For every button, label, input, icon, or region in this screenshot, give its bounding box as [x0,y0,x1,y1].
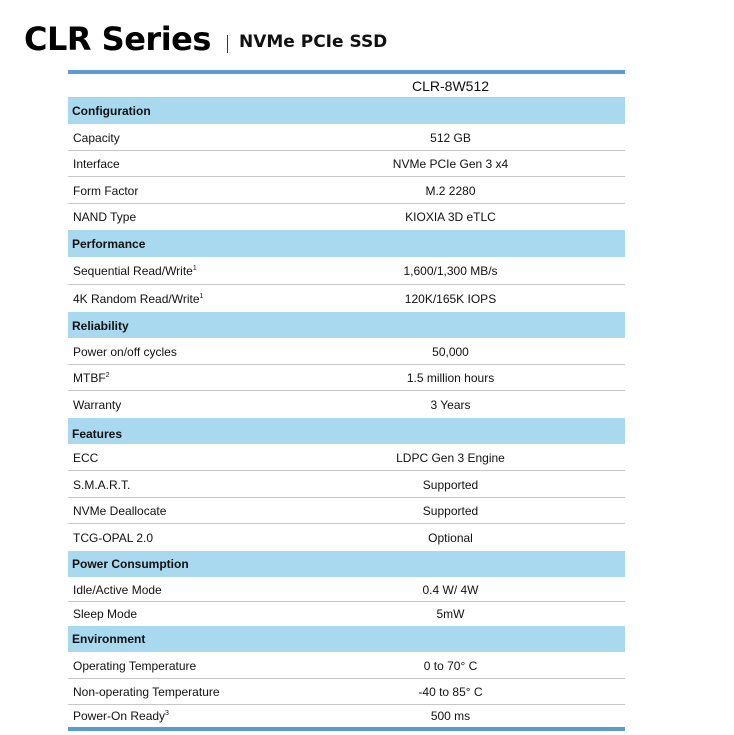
spec-value: 500 ms [430,709,471,723]
spec-label: Non-operating Temperature [73,685,220,699]
spec-label: Power-On Ready$^3$ [73,709,169,723]
page-subtitle: NVMe PCIe SSD [239,32,388,52]
spec-label: Operating Temperature [73,659,197,673]
spec-row [68,151,625,177]
footnote-marker: 1 [199,293,204,300]
spec-label: MTBF$^2$ [73,371,110,385]
spec-row [68,257,625,285]
section-title: Performance [72,237,146,251]
spec-row [68,679,625,705]
spec-row [68,391,625,418]
spec-label: Power on/off cycles [73,345,177,359]
spec-value: NVMe PCIe Gen 3 x4 [392,157,509,171]
spec-value: 50,000 [432,345,469,359]
section-header [68,418,625,444]
section-header [68,230,625,257]
spec-label: 4K Random Read/Write$^1$ [73,292,204,306]
spec-row [68,577,625,602]
section-title: Reliability [72,319,129,333]
spec-value: 5mW [436,607,465,621]
spec-value: 1.5 million hours [406,371,495,385]
spec-row [68,338,625,365]
spec-value: Optional [428,531,473,545]
spec-row [68,204,625,230]
spec-value: 120K/165K IOPS [404,292,497,306]
spec-row [68,602,625,626]
spec-value: Supported [422,478,479,492]
spec-value: LDPC Gen 3 Engine [396,451,505,465]
spec-value: 0 to 70° C [423,659,478,673]
spec-row [68,285,625,312]
spec-row [68,471,625,498]
model-header-row [68,74,625,98]
spec-label: Form Factor [73,184,139,198]
spec-value: 1,600/1,300 MB/s [403,264,498,278]
spec-label: NAND Type [73,210,137,224]
model-name: CLR-8W512 [411,78,490,94]
section-title: Features [72,427,123,441]
spec-label: Sequential Read/Write$^1$ [73,264,197,278]
spec-row [68,705,625,727]
spec-row [68,524,625,551]
page-title: CLR Series [24,20,211,58]
spec-value: 3 Years [430,398,471,412]
title-separator [227,35,228,53]
footnote-marker: 2 [105,372,110,379]
spec-value: KIOXIA 3D eTLC [405,210,496,224]
spec-table [68,70,625,731]
spec-label: Idle/Active Mode [73,583,162,597]
bottom-rule [68,727,625,731]
spec-row [68,652,625,679]
spec-label: Capacity [73,131,120,145]
spec-value: 512 GB [430,131,471,145]
spec-row [68,365,625,391]
spec-value: M.2 2280 [425,184,476,198]
spec-label: ECC [73,451,99,465]
section-header [68,626,625,652]
footnote-marker: 3 [165,710,169,717]
spec-label: TCG-OPAL 2.0 [73,531,154,545]
spec-value: Supported [422,504,479,518]
spec-value: -40 to 85° C [418,685,483,699]
spec-row [68,498,625,524]
section-header [68,312,625,338]
footnote-marker: 1 [192,265,197,272]
spec-label: Sleep Mode [73,607,138,621]
section-title: Environment [72,632,146,646]
section-header [68,551,625,577]
spec-label: S.M.A.R.T. [73,478,131,492]
spec-label: Interface [73,157,120,171]
spec-row [68,124,625,151]
spec-row [68,444,625,471]
spec-row [68,177,625,204]
spec-value: 0.4 W/ 4W [422,583,479,597]
spec-label: Warranty [73,398,122,412]
spec-table-body [68,98,625,727]
section-header [68,98,625,124]
spec-label: NVMe Deallocate [73,504,167,518]
section-title: Power Consumption [72,557,189,571]
section-title: Configuration [72,104,151,118]
